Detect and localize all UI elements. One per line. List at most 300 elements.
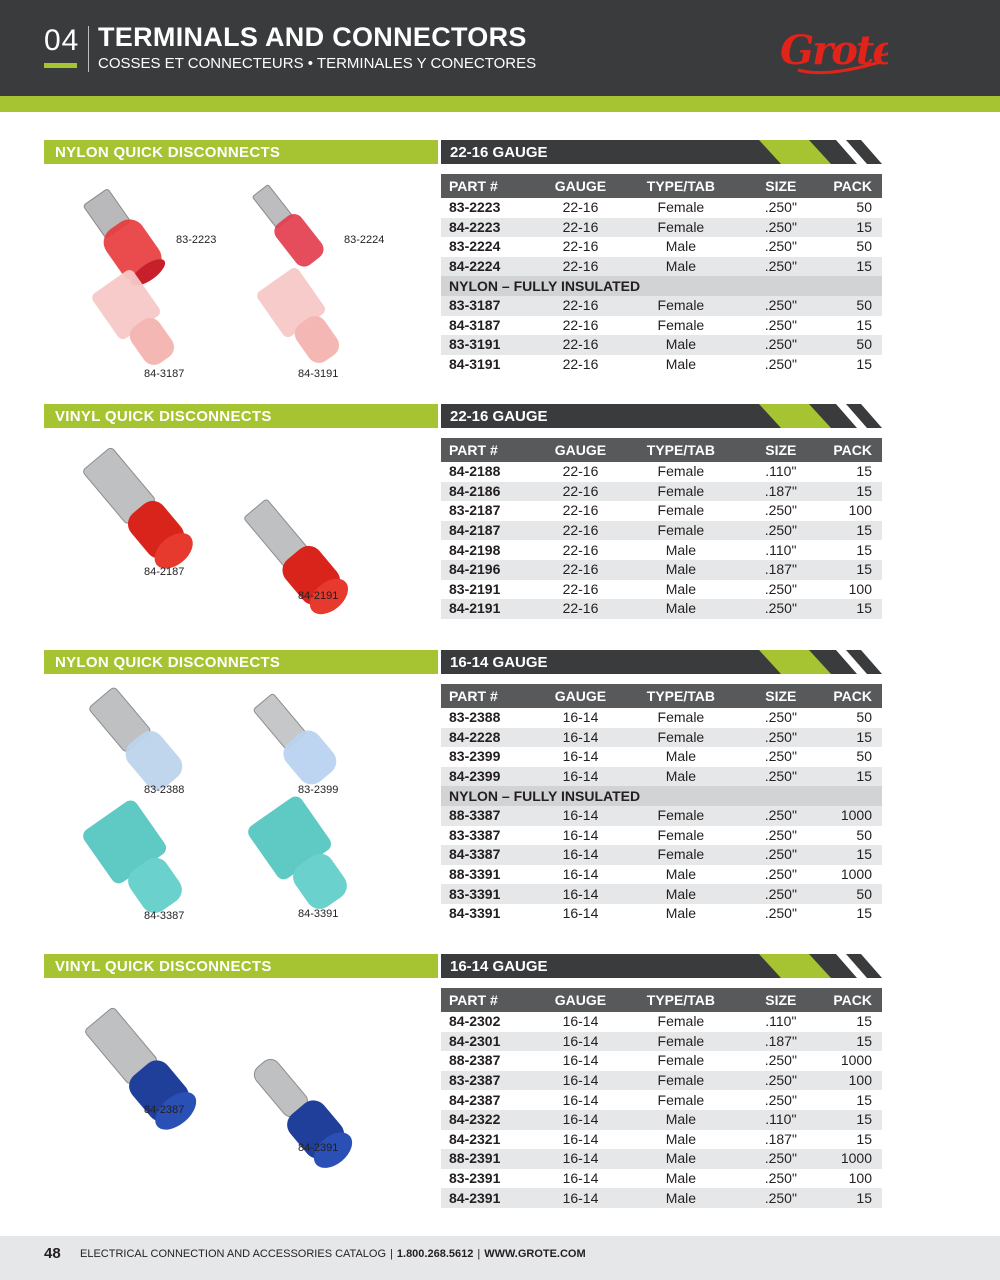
cell-type-tab: Male [615, 767, 747, 787]
cell-pack: 15 [815, 767, 882, 787]
table-row [441, 884, 882, 904]
cell-type-tab: Female [615, 296, 747, 316]
cell-type-tab: Female [657, 826, 705, 843]
cell-part-number: 84-3191 [449, 356, 501, 373]
table-row [441, 728, 882, 748]
cell-pack: 100 [848, 1170, 872, 1187]
cell-part-number: 84-2399 [441, 767, 546, 787]
grote-logo [776, 14, 888, 84]
table-row [441, 521, 882, 541]
cell-type-tab: Male [615, 257, 747, 277]
cell-gauge: 16-14 [546, 884, 615, 904]
col-pack: PACK [815, 684, 882, 708]
section-nylon-16-14 [0, 650, 1000, 930]
page-header [0, 0, 1000, 96]
table-subheading: NYLON – FULLY INSULATED [441, 276, 882, 296]
cell-pack: 50 [815, 296, 882, 316]
spec-table [441, 684, 882, 924]
section-vinyl-22-16 [0, 404, 1000, 630]
cell-part-number: 84-2223 [441, 218, 546, 238]
table-row [441, 806, 882, 826]
cell-size: .250" [764, 1091, 797, 1108]
terminal-image-84-2391 [226, 1048, 386, 1193]
cell-pack: 15 [815, 218, 882, 238]
cell-part-number: 83-2399 [449, 748, 501, 765]
cell-part-number: 84-2321 [449, 1130, 501, 1147]
cell-type-tab: Female [615, 806, 747, 826]
table-body [441, 1012, 882, 1208]
table-row [441, 747, 882, 767]
col-part: PART # [441, 438, 546, 462]
cell-part-number: 84-3387 [441, 845, 546, 865]
cell-part-number: 84-2301 [441, 1032, 546, 1052]
cell-gauge: 16-14 [562, 905, 599, 922]
cell-gauge: 16-14 [562, 1170, 599, 1187]
table-subheading-row [441, 276, 882, 296]
cell-pack: 15 [856, 463, 872, 480]
col-pack: PACK [815, 988, 882, 1012]
cell-size: .187" [747, 560, 815, 580]
cell-type-tab: Female [657, 463, 705, 480]
cell-gauge: 22-16 [546, 296, 615, 316]
cell-gauge: 22-16 [546, 482, 615, 502]
cell-type-tab: Male [615, 1110, 747, 1130]
table-row [441, 580, 882, 600]
cell-part-number: 83-2388 [449, 709, 501, 726]
section-label: VINYL QUICK DISCONNECTS [44, 954, 438, 978]
cell-gauge: 16-14 [546, 1188, 615, 1208]
cell-gauge: 22-16 [562, 463, 599, 480]
cell-gauge: 22-16 [546, 218, 615, 238]
cell-pack: 1000 [840, 866, 872, 883]
table-row [441, 599, 882, 619]
image-caption: 83-2224 [344, 234, 385, 246]
cell-type-tab: Male [665, 748, 697, 765]
cell-gauge: 22-16 [562, 238, 599, 255]
cell-type-tab: Female [657, 316, 705, 333]
page-subtitle: COSSES ET CONNECTEURS • TERMINALES Y CONECTORES [98, 55, 537, 72]
cell-pack: 15 [856, 316, 872, 333]
table-row [441, 482, 882, 502]
cell-part-number: 83-3391 [441, 884, 546, 904]
cell-pack: 15 [815, 482, 882, 502]
cell-part-number: 83-3387 [449, 826, 501, 843]
terminal-image-84-3187 [84, 268, 194, 383]
col-pack: PACK [815, 438, 882, 462]
cell-gauge: 16-14 [562, 1052, 599, 1069]
cell-part-number: 83-2191 [449, 580, 501, 597]
product-images [44, 432, 438, 632]
table-row [441, 1051, 882, 1071]
image-caption: 84-2387 [144, 1104, 185, 1116]
cell-gauge: 16-14 [546, 767, 615, 787]
cell-size: .187" [764, 1130, 797, 1147]
cell-size: .250" [747, 1071, 815, 1091]
catalog-name: ELECTRICAL CONNECTION AND ACCESSORIES CATALOG [80, 1248, 387, 1260]
gauge-bar [441, 404, 882, 428]
table-row [441, 1032, 882, 1052]
table-row [441, 335, 882, 355]
table-row [441, 316, 882, 336]
cell-size: .250" [764, 905, 797, 922]
page-title: TERMINALS AND CONNECTORS [98, 22, 527, 52]
cell-gauge: 22-16 [562, 502, 599, 519]
cell-pack: 50 [856, 238, 872, 255]
table-row [441, 1090, 882, 1110]
cell-part-number: 84-2387 [449, 1091, 501, 1108]
cell-gauge: 22-16 [546, 335, 615, 355]
cell-size: .250" [764, 356, 797, 373]
table-row [441, 296, 882, 316]
cell-pack: 50 [815, 335, 882, 355]
cell-size: .250" [764, 826, 797, 843]
col-part: PART # [441, 174, 546, 198]
gauge-label: 22-16 GAUGE [450, 408, 548, 425]
table-row [441, 767, 882, 787]
cell-size: .110" [765, 1013, 797, 1030]
cell-part-number: 84-2302 [449, 1013, 501, 1030]
cell-type-tab: Male [665, 1130, 697, 1147]
gauge-label: 16-14 GAUGE [450, 654, 548, 671]
product-images [44, 168, 438, 378]
table-row [441, 198, 882, 218]
header-divider [88, 26, 89, 72]
table-header-row [441, 684, 882, 708]
table-row [441, 904, 882, 924]
cell-type-tab: Female [657, 709, 705, 726]
cell-part-number: 84-2187 [441, 521, 546, 541]
cell-type-tab: Male [615, 335, 747, 355]
cell-part-number: 84-2322 [441, 1110, 546, 1130]
col-type: TYPE/TAB [615, 438, 747, 462]
terminal-image-84-2387 [66, 1002, 226, 1157]
phone-number: 1.800.268.5612 [396, 1248, 474, 1260]
section-label: NYLON QUICK DISCONNECTS [44, 140, 438, 164]
cell-pack: 15 [856, 1091, 872, 1108]
table-row [441, 462, 882, 482]
cell-gauge: 16-14 [562, 709, 599, 726]
image-caption: 84-3391 [298, 908, 339, 920]
cell-type-tab: Female [615, 1032, 747, 1052]
cell-size: .250" [747, 257, 815, 277]
cell-type-tab: Male [665, 238, 697, 255]
logo-wordmark: Grote [780, 27, 888, 74]
cell-size: .250" [747, 806, 815, 826]
cell-part-number: 84-2196 [441, 560, 546, 580]
image-caption: 83-2223 [176, 234, 217, 246]
cell-pack: 50 [856, 748, 872, 765]
cell-size: .110" [747, 1110, 815, 1130]
table-row [441, 218, 882, 238]
col-type: TYPE/TAB [615, 988, 747, 1012]
cell-size: .250" [747, 884, 815, 904]
cell-type-tab: Female [615, 218, 747, 238]
cell-gauge: 22-16 [546, 599, 615, 619]
cell-size: .250" [747, 296, 815, 316]
cell-pack: 100 [815, 1071, 882, 1091]
gauge-bar [441, 650, 882, 674]
cell-gauge: 16-14 [562, 1013, 599, 1030]
cell-gauge: 16-14 [562, 1130, 599, 1147]
cell-size: .250" [747, 599, 815, 619]
cell-part-number: 84-2391 [441, 1188, 546, 1208]
cell-size: .187" [747, 482, 815, 502]
cell-type-tab: Female [615, 728, 747, 748]
cell-size: .250" [764, 1170, 797, 1187]
cell-part-number: 83-2391 [449, 1170, 501, 1187]
cell-pack: 15 [815, 257, 882, 277]
cell-pack: 1000 [840, 1052, 872, 1069]
image-caption: 84-3191 [298, 368, 339, 380]
section-nylon-22-16 [0, 140, 1000, 380]
cell-gauge: 16-14 [546, 1110, 615, 1130]
cell-pack: 15 [815, 1188, 882, 1208]
cell-pack: 100 [848, 580, 872, 597]
image-caption: 84-2187 [144, 566, 185, 578]
image-caption: 83-2399 [298, 784, 339, 796]
cell-type-tab: Female [657, 502, 705, 519]
cell-type-tab: Male [665, 866, 697, 883]
cell-type-tab: Male [665, 1170, 697, 1187]
cell-pack: 15 [815, 560, 882, 580]
cell-type-tab: Female [657, 1091, 705, 1108]
col-gauge: GAUGE [546, 684, 615, 708]
col-pack: PACK [815, 174, 882, 198]
cell-size: .250" [747, 521, 815, 541]
spec-table [441, 988, 882, 1208]
cell-type-tab: Female [657, 1013, 705, 1030]
cell-pack: 15 [856, 1130, 872, 1147]
table-row [441, 257, 882, 277]
cell-gauge: 16-14 [546, 1032, 615, 1052]
cell-part-number: 83-2224 [449, 238, 501, 255]
table-row [441, 560, 882, 580]
table-row [441, 1169, 882, 1189]
cell-part-number: 83-2187 [449, 502, 501, 519]
cell-gauge: 16-14 [562, 748, 599, 765]
cell-type-tab: Female [615, 845, 747, 865]
table-row [441, 865, 882, 885]
website-link[interactable]: WWW.GROTE.COM [484, 1248, 586, 1260]
footer-text: ELECTRICAL CONNECTION AND ACCESSORIES CATALOG | 1.800.268.5612 | WWW.GROTE.COM [80, 1248, 586, 1260]
cell-type-tab: Male [615, 560, 747, 580]
cell-gauge: 22-16 [562, 199, 599, 216]
cell-gauge: 16-14 [546, 1071, 615, 1091]
table-row [441, 501, 882, 521]
table-body [441, 198, 882, 374]
cell-size: .250" [747, 218, 815, 238]
cell-pack: 15 [815, 521, 882, 541]
page-number: 48 [44, 1245, 61, 1262]
col-gauge: GAUGE [546, 174, 615, 198]
cell-part-number: 84-3187 [449, 316, 501, 333]
cell-type-tab: Male [665, 356, 697, 373]
col-gauge: GAUGE [546, 988, 615, 1012]
cell-gauge: 22-16 [562, 580, 599, 597]
cell-pack: 15 [815, 1032, 882, 1052]
cell-pack: 1000 [815, 806, 882, 826]
cell-pack: 15 [856, 1013, 872, 1030]
gauge-bar [441, 954, 882, 978]
cell-type-tab: Male [615, 1188, 747, 1208]
image-caption: 84-2391 [298, 1142, 339, 1154]
cell-gauge: 22-16 [546, 257, 615, 277]
cell-type-tab: Female [657, 199, 705, 216]
table-row [441, 708, 882, 728]
col-part: PART # [441, 684, 546, 708]
table-row [441, 1110, 882, 1130]
cell-type-tab: Female [615, 482, 747, 502]
image-caption: 83-2388 [144, 784, 185, 796]
cell-gauge: 16-14 [546, 845, 615, 865]
cell-size: .187" [747, 1032, 815, 1052]
page-footer [0, 1236, 1000, 1280]
col-type: TYPE/TAB [615, 684, 747, 708]
cell-pack: 100 [848, 502, 872, 519]
col-size: SIZE [747, 174, 815, 198]
cell-part-number: 84-2198 [449, 541, 501, 558]
cell-size: .250" [747, 728, 815, 748]
header-accent-bar [0, 96, 1000, 112]
cell-size: .250" [764, 748, 797, 765]
cell-part-number: 88-3387 [441, 806, 546, 826]
cell-part-number: 88-2391 [441, 1149, 546, 1169]
cell-pack: 50 [856, 826, 872, 843]
cell-size: .250" [764, 580, 797, 597]
cell-gauge: 22-16 [562, 356, 599, 373]
cell-size: .250" [764, 238, 797, 255]
image-caption: 84-3187 [144, 368, 185, 380]
product-images [44, 982, 438, 1212]
cell-pack: 15 [815, 599, 882, 619]
cell-pack: 15 [856, 905, 872, 922]
cell-part-number: 83-3187 [441, 296, 546, 316]
cell-size: .250" [747, 767, 815, 787]
section-label: VINYL QUICK DISCONNECTS [44, 404, 438, 428]
cell-gauge: 22-16 [562, 316, 599, 333]
cell-pack: 15 [856, 356, 872, 373]
table-row [441, 1149, 882, 1169]
col-part: PART # [441, 988, 546, 1012]
cell-gauge: 16-14 [546, 806, 615, 826]
image-caption: 84-2191 [298, 590, 339, 602]
cell-size: .250" [747, 845, 815, 865]
table-header-row [441, 174, 882, 198]
cell-pack: 15 [856, 541, 872, 558]
cell-part-number: 84-2186 [441, 482, 546, 502]
col-gauge: GAUGE [546, 438, 615, 462]
table-row [441, 1130, 882, 1150]
col-size: SIZE [747, 684, 815, 708]
cell-pack: 15 [815, 728, 882, 748]
cell-part-number: 83-2223 [449, 199, 501, 216]
cell-size: .250" [764, 316, 797, 333]
spec-table [441, 174, 882, 374]
cell-pack: 15 [815, 845, 882, 865]
terminal-image-84-2191 [220, 492, 380, 637]
cell-type-tab: Female [657, 1052, 705, 1069]
table-body [441, 462, 882, 619]
cell-size: .250" [764, 709, 797, 726]
cell-gauge: 16-14 [546, 1149, 615, 1169]
cell-type-tab: Female [615, 1071, 747, 1091]
cell-type-tab: Male [665, 580, 697, 597]
image-caption: 84-3387 [144, 910, 185, 922]
table-row [441, 355, 882, 375]
cell-size: .110" [765, 463, 797, 480]
table-row [441, 1071, 882, 1091]
terminal-image-84-3191 [249, 266, 359, 381]
cell-gauge: 16-14 [546, 728, 615, 748]
cell-gauge: 22-16 [546, 560, 615, 580]
cell-pack: 50 [815, 884, 882, 904]
cell-part-number: 83-3191 [441, 335, 546, 355]
cell-pack: 50 [856, 709, 872, 726]
col-size: SIZE [747, 988, 815, 1012]
table-row [441, 826, 882, 846]
cell-pack: 1000 [815, 1149, 882, 1169]
cell-type-tab: Female [615, 521, 747, 541]
table-row [441, 540, 882, 560]
gauge-bar [441, 140, 882, 164]
cell-part-number: 84-2228 [441, 728, 546, 748]
cell-gauge: 22-16 [546, 521, 615, 541]
table-row [441, 1012, 882, 1032]
cell-size: .250" [764, 199, 797, 216]
table-row [441, 845, 882, 865]
section-vinyl-16-14 [0, 954, 1000, 1214]
cell-part-number: 83-2387 [441, 1071, 546, 1091]
cell-pack: 15 [815, 1110, 882, 1130]
table-subheading: NYLON – FULLY INSULATED [441, 786, 882, 806]
cell-part-number: 88-3391 [449, 866, 501, 883]
cell-type-tab: Male [615, 599, 747, 619]
product-images [44, 678, 438, 928]
cell-part-number: 84-2224 [441, 257, 546, 277]
col-type: TYPE/TAB [615, 174, 747, 198]
cell-size: .250" [764, 502, 797, 519]
section-label: NYLON QUICK DISCONNECTS [44, 650, 438, 674]
table-header-row [441, 988, 882, 1012]
table-row [441, 237, 882, 257]
table-subheading-row [441, 786, 882, 806]
cell-pack: 50 [856, 199, 872, 216]
cell-type-tab: Male [665, 541, 697, 558]
table-header-row [441, 438, 882, 462]
cell-type-tab: Male [615, 1149, 747, 1169]
cell-part-number: 84-2191 [441, 599, 546, 619]
col-size: SIZE [747, 438, 815, 462]
gauge-label: 22-16 GAUGE [450, 144, 548, 161]
table-row [441, 1188, 882, 1208]
cell-size: .250" [764, 1052, 797, 1069]
cell-type-tab: Male [665, 905, 697, 922]
table-body [441, 708, 882, 924]
cell-size: .110" [765, 541, 797, 558]
cell-part-number: 84-2188 [449, 463, 501, 480]
cell-gauge: 16-14 [562, 826, 599, 843]
spec-table [441, 438, 882, 619]
cell-type-tab: Male [615, 884, 747, 904]
cell-part-number: 88-2387 [449, 1052, 501, 1069]
cell-size: .250" [747, 1188, 815, 1208]
cell-size: .250" [747, 1149, 815, 1169]
cell-size: .250" [747, 335, 815, 355]
cell-size: .250" [764, 866, 797, 883]
chapter-number: 04 [44, 24, 80, 57]
chapter-underline [44, 63, 77, 68]
gauge-label: 16-14 GAUGE [450, 958, 548, 975]
